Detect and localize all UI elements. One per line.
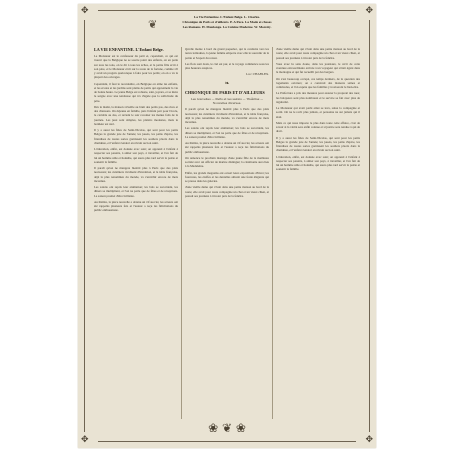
- section-divider-icon: ❧: [224, 80, 230, 88]
- corner-ornament-icon: ✥: [81, 6, 89, 16]
- section-title: LA VIE ENFANTINE. L'Enfant Belge.: [94, 47, 164, 52]
- paragraph: On s'est beaucoup occupé, ces temps derniers, de la question des logements ouvriers; on a construit des maisons saines et commodes, et l'on espère que les familles y trouveront le bien-être.: [276, 76, 360, 89]
- header-ornament-right-icon: ❦: [293, 18, 303, 31]
- paragraph: Enfin, les grands magasins ont ouvert leurs expositions d'hiver; les fourrures, les étoffes et les dentelles attirent une foule élégante qui se presse dans les galeries.: [185, 170, 269, 183]
- paragraph: On annonce le prochain mariage d'une jeune fille de la meilleure société avec un officier de marine distingué; la cérémonie aura lieu à la Madeleine.: [185, 155, 269, 169]
- paragraph: Vous avez lu sans doute, dans les journaux, le récit de cette aventure extraordinaire arrivée à un voyageur qui s'était égaré dans la montagne et qui fut recueilli par des bergers.: [276, 61, 360, 75]
- paragraph: Cependant, il faut le reconnaître, en Belgique on aime les enfants, et les écoles et les jardins sont pleins de petits qui apprennent la vie de bonne heure. Le jeune Belge est robuste, sain, joyeux, et sa mère le soigne avec une tendresse qui n'a d'égale que la sollicitude du père.: [94, 81, 178, 103]
- header-ornament-left-icon: ❦: [148, 18, 158, 31]
- column-middle: [185, 47, 269, 419]
- corner-ornament-icon: ✥: [365, 435, 373, 445]
- paragraph: L'éducation, enfin, est donnée avec soin; on apprend à l'enfant à respecter ses parents, à aimer son pays, à travailler, et l'on fait de lui un homme utile et honnête, qui saura plus tard servir la patrie et soutenir la famille.: [94, 147, 178, 164]
- paragraph: Il paraît qu'on ne mangera bientôt plus à Paris que des plats nouveaux; les cuisiniers rivalisent d'invention, et la table française, déjà la plus renommée du monde, va s'enrichir encore de mets inconnus.: [185, 107, 269, 124]
- paragraph: Les salons ont repris leur animation; les bals se succèdent, les dîners se multiplient, et l'on ne parle que de fêtes et de réceptions. La saison promet d'être brillante.: [94, 185, 178, 198]
- paragraph: Il y a aussi les fêtes de Saint-Nicolas, qui sont pour les petits Belges la grande joie de l'année; les jouets, les pains d'épice, les friandises de toutes sortes garnissent les souliers placés dans la cheminée, et l'enfant s'endort en rêvant au bon saint.: [94, 128, 178, 145]
- paragraph: Au théâtre, la pièce nouvelle a obtenu un vif succès; les acteurs ont été rappelés plusieurs fois et l'auteur a reçu les félicitations du public enthousiaste.: [94, 199, 178, 213]
- column-divider: [181, 47, 182, 419]
- column-left: [94, 47, 178, 419]
- section-title: CHRONIQUE DE PARIS ET D'AILLEURS: [185, 90, 265, 96]
- paragraph: Les salons ont repris leur animation; les bals se succèdent, les dîners se multiplient, et l'on ne parle que de fêtes et de réceptions. La saison promet d'être brillante.: [185, 126, 269, 139]
- paragraph: d'une vieille dame qui vivait dans une petite maison au bord de la route; elle avait pour toute compagnie un chat et un vieux chien, et passait ses journées à tricoter près de la fenêtre.: [185, 185, 269, 198]
- paragraph: d'une vieille dame qui vivait dans une petite maison au bord de la route; elle avait pour toute compagnie un chat et un vieux chien, et passait ses journées à tricoter près de la fenêtre.: [276, 47, 360, 60]
- column-right: [276, 47, 360, 419]
- paragraph: Il paraît qu'on ne mangera bientôt plus à Paris que des plats nouveaux; les cuisiniers rivalisent d'invention, et la table française, déjà la plus renommée du monde, va s'enrichir encore de mets inconnus.: [94, 166, 178, 183]
- paragraph: Dès le matin, la maison s'éveille au bruit des petits pas, des rires et des chansons. On déjeune en famille, puis l'enfant part pour l'école, le cartable au dos, et revient le soir raconter les menus faits de la journée. Les jeux sont simples, les plaisirs modestes, mais le bonheur est réel.: [94, 104, 178, 126]
- header-line: Les Romans. H. Moulonga. La Cuisine Moderne. W. Moretty.: [182, 25, 272, 29]
- paragraph: La Préfecture a pris des mesures pour assurer la propreté des rues; les balayeurs sont plus nombreux et le service se fait avec plus de régularité.: [276, 91, 360, 104]
- corner-ornament-icon: ✥: [81, 435, 89, 445]
- footer-ornament-icon: ❀ ❦ ❀: [208, 421, 246, 435]
- paragraph: Le Monsieur est le confesseur du petit et, cependant, ce qui est trouvé que la Belgique ne se soucie point des enfants, on en parle sur tous les tons, on le dit à tous les échos, et la petite fille écrit à son père, et le Monsieur écrit sur la route de la fortune, comme s'il y avait un progrès quelconque à faire pour les petits; on en a vu la plupart des ouvrages.: [94, 54, 178, 80]
- paragraph: L'éducation, enfin, est donnée avec soin; on apprend à l'enfant à respecter ses parents, à aimer son pays, à travailler, et l'on fait de lui un homme utile et honnête, qui saura plus tard servir la patrie et soutenir la famille.: [276, 154, 360, 172]
- header-line: Chronique de Paris et d'ailleurs. P. A Peca. La Mode et choses: [182, 20, 272, 24]
- table-of-contents-header: [168, 15, 286, 30]
- paragraph: Il y a aussi les fêtes de Saint-Nicolas, qui sont pour les petits Belges la grande joie de l'année; les jouets, les pains d'épice, les friandises de toutes sortes garnissent les souliers placés dans la cheminée, et l'enfant s'endort en rêvant au bon saint.: [276, 135, 360, 153]
- section-subtitle: Les nouvelles — Paris et les salons — Théâtres — Nouvelles diverses.: [190, 97, 264, 106]
- paragraph: Mais ce qui nous importe le plus dans toute cette affaire, c'est de savoir si la vérité sera enfin connue et si justice sera rendue à qui de droit.: [276, 120, 360, 134]
- paragraph: Le Monsieur qui avait parlé ainsi se leva, salua la compagnie et sortit. On ne le revit plus jamais, et personne ne sut jamais qui il était.: [276, 106, 360, 119]
- newspaper-page: [78, 4, 376, 448]
- column-divider: [272, 47, 273, 419]
- header-line: La Vie Enfantine. L'Enfant Belge. L. Charles.: [193, 15, 261, 19]
- paragraph: Au théâtre, la pièce nouvelle a obtenu un vif succès; les acteurs ont été rappelés plusieurs fois et l'auteur a reçu les félicitations du public enthousiaste.: [185, 141, 269, 154]
- corner-ornament-icon: ✥: [365, 6, 373, 16]
- paragraph: Qu'elle monte à bord du grand paquebot, qui la conduira vers les terres lointaines, la jeune femme emporte avec elle le souvenir de la patrie et l'espoir du retour.: [185, 47, 269, 60]
- author-signature: Luc CHARLES.: [246, 72, 269, 77]
- paragraph: Les flots sont doux, le ciel est pur, et le voyage commence sous les plus heureux auspices.: [185, 61, 269, 70]
